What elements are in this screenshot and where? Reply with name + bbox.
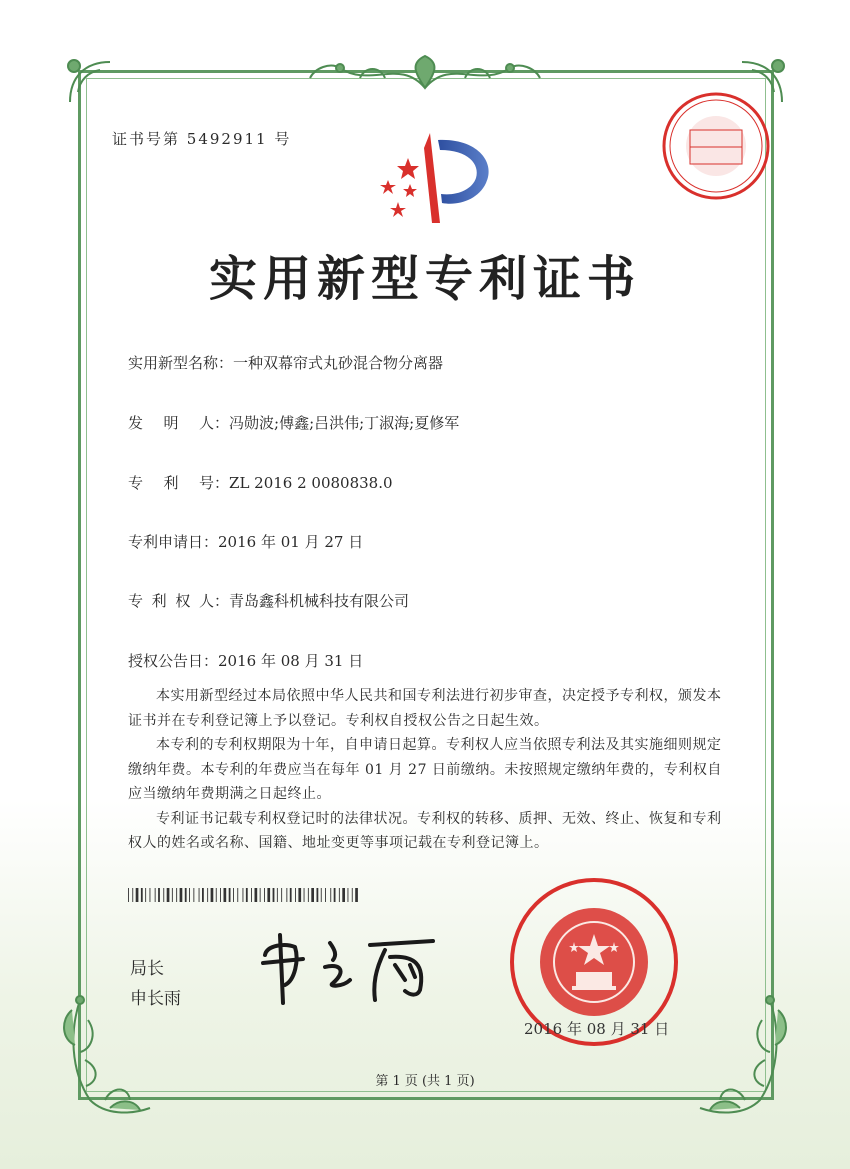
certificate-number-label: 证书号第 [112,130,181,148]
field-value: 2016 年 01 月 27 日 [218,533,364,551]
field-grant-date [128,650,363,671]
body-paragraph-3: 专利证书记载专利权登记时的法律状况。专利权的转移、质押、无效、终止、恢复和专利权人的姓名或名称、国籍、地址变更等事项记载在专利登记簿上。 [128,810,722,851]
certificate-number-suffix: 号 [274,130,292,148]
certificate-number [112,128,291,149]
field-colon: ： [214,414,230,432]
field-value: 青岛鑫科机械科技有限公司 [229,592,410,610]
field-label: 授权公告日： [128,652,219,670]
field-label: 专 利 号 [128,474,214,492]
director-name: 申长雨 [130,989,181,1009]
top-ornament-icon [300,48,550,98]
director-signature-icon [255,925,440,1005]
field-filing-date [128,531,363,552]
field-value: 一种双幕帘式丸砂混合物分离器 [233,354,444,372]
director-title: 局长 [130,959,164,979]
field-utility-model-name [128,352,443,373]
body-paragraph-1: 本实用新型经过本局依照中华人民共和国专利法进行初步审查，决定授予专利权，颁发本证书并在专利登记簿上予以登记。专利权自授权公告之日起生效。 [128,688,722,729]
barcode-icon [128,888,358,902]
field-label: 实用新型名称： [128,354,234,372]
field-patent-number [128,472,393,493]
field-value: 冯勋波;傅鑫;吕洪伟;丁淑海;夏修军 [229,414,460,432]
corner-ornament-bottom-left-icon [50,990,160,1120]
field-inventor [128,412,459,433]
field-value: ZL 2016 2 0080838.0 [229,474,393,492]
certificate-body [128,684,722,856]
field-label: 专利申请日： [128,533,219,551]
certificate-number-value: 5492911 [186,130,268,148]
field-label: 发 明 人 [128,414,214,432]
body-paragraph-2: 本专利的专利权期限为十年，自申请日起算。专利权人应当依照专利法及其实施细则规定缴纳年费。本专利的年费应当在每年 01 月 27 日前缴纳。未按照规定缴纳年费的，专利权自应当缴纳年费期满之日起终止。 [128,737,722,802]
patent-office-logo-icon [368,128,498,228]
field-patentee [128,590,409,611]
corner-ornament-top-left-icon [60,52,120,112]
seal-date: 2016 年 08 月 31 日 [524,1020,670,1038]
certificate-title: 实用新型专利证书 [208,251,641,307]
page-number: 第 1 页 (共 1 页) [375,1074,475,1089]
tax-stamp-seal-icon [660,90,772,202]
field-label: 专 利 权 人 [128,592,214,610]
field-colon: ： [214,592,230,610]
field-colon: ： [214,474,230,492]
corner-ornament-bottom-right-icon [690,990,800,1120]
field-value: 2016 年 08 月 31 日 [218,652,364,670]
